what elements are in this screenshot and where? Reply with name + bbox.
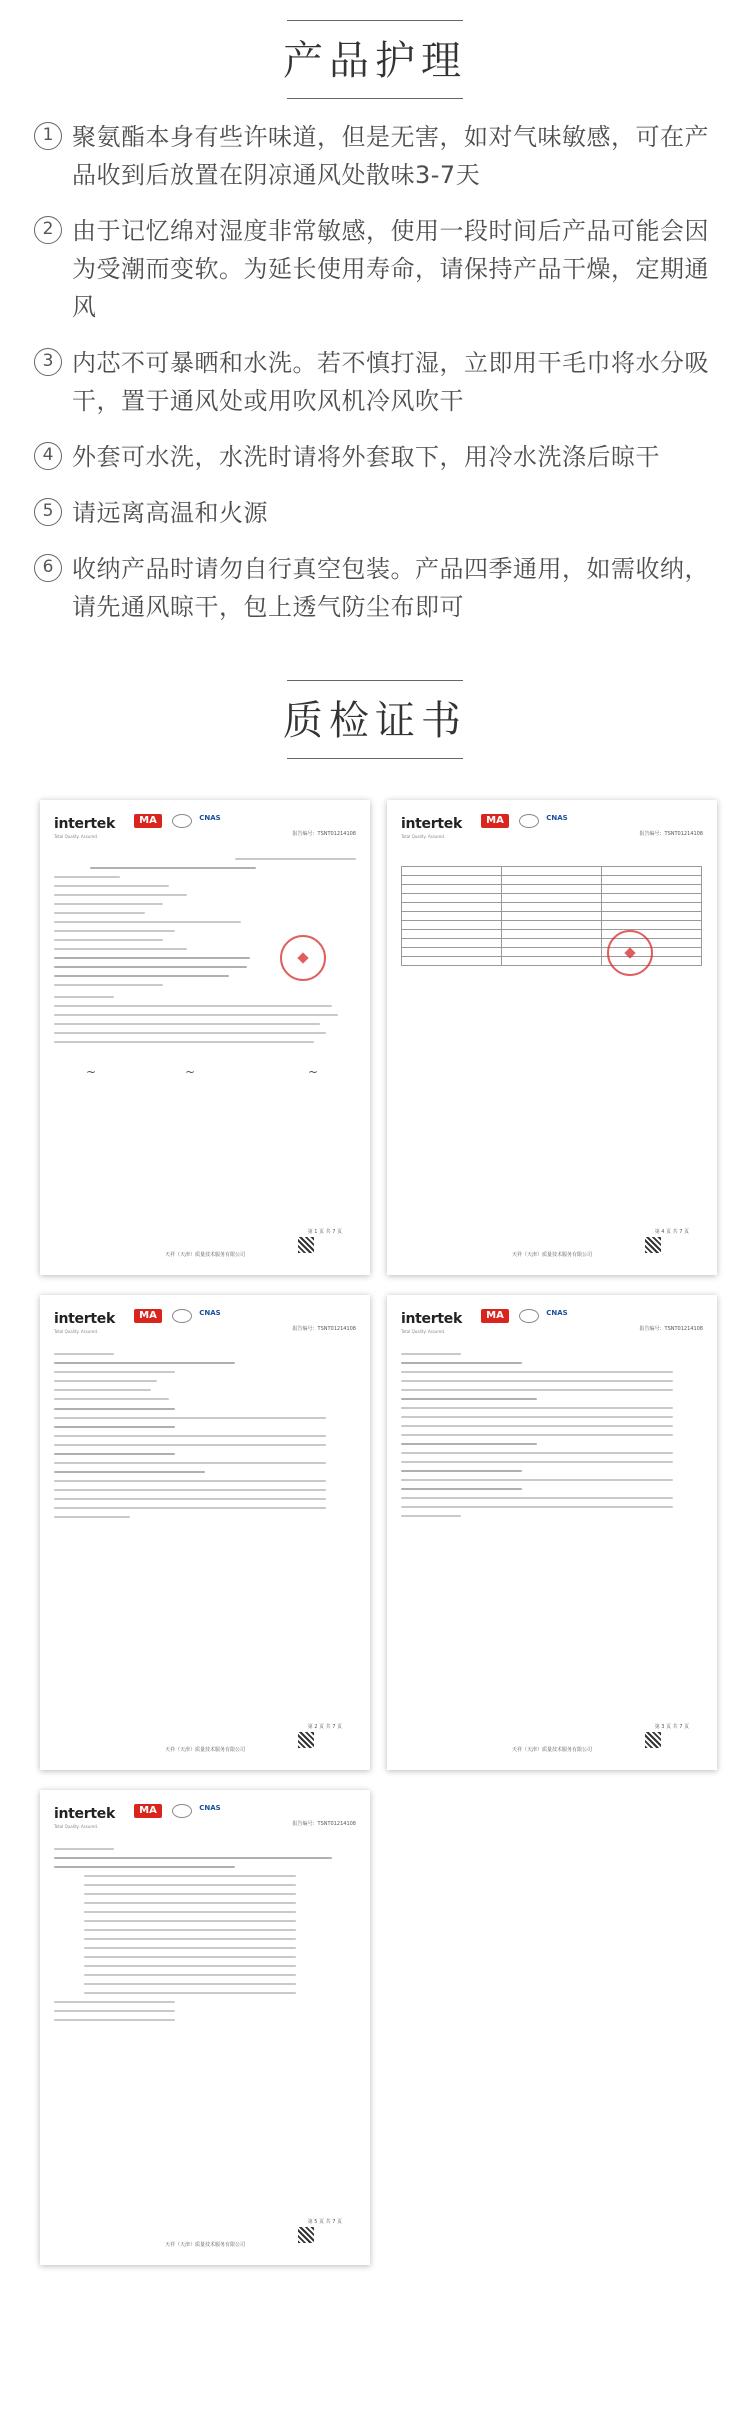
- certificate-header: [54, 814, 356, 848]
- certificate-header: [54, 1804, 356, 1838]
- report-body-lines: [54, 1353, 356, 1525]
- intertek-tagline: Total Quality. Assured.: [54, 1329, 99, 1334]
- results-table: [401, 866, 702, 966]
- certificate-page: [40, 800, 370, 1275]
- certificate-footer: 天祥（天津）质量技术服务有限公司: [511, 1747, 592, 1753]
- certificate-footer: 天祥（天津）质量技术服务有限公司: [164, 1747, 245, 1753]
- ma-mark-icon: MA: [134, 814, 162, 828]
- page-number: 第 2 页 共 7 页: [307, 1724, 342, 1730]
- signature: ~: [308, 1065, 319, 1079]
- report-number: 报告编号：TSNT01214108: [292, 1821, 356, 1827]
- care-title-text: 产品护理: [283, 38, 467, 84]
- ilac-mra-icon: [172, 1309, 192, 1323]
- intertek-logo: intertek: [401, 816, 462, 832]
- signature: ~: [185, 1065, 196, 1079]
- care-section-title: [0, 20, 750, 99]
- cnas-logo: CNAS: [199, 1804, 221, 1812]
- ilac-mra-icon: [172, 814, 192, 828]
- care-item-number: 3: [34, 348, 62, 376]
- care-instructions-list: [34, 118, 724, 644]
- page-number: 第 4 页 共 7 页: [654, 1229, 689, 1235]
- official-seal-stamp: [280, 935, 326, 981]
- ma-mark-icon: MA: [481, 814, 509, 828]
- intertek-tagline: Total Quality. Assured.: [401, 1329, 446, 1334]
- title-rule-bottom: [287, 98, 463, 99]
- certificate-section-title: [0, 680, 750, 759]
- certificate-title-text: 质检证书: [283, 698, 467, 744]
- ma-mark-icon: MA: [134, 1309, 162, 1323]
- care-item: [34, 438, 724, 476]
- report-body-lines: [54, 1848, 356, 2028]
- title-rule-bottom: [287, 758, 463, 759]
- intertek-tagline: Total Quality. Assured.: [54, 834, 99, 839]
- intertek-tagline: Total Quality. Assured.: [401, 834, 446, 839]
- ilac-mra-icon: [172, 1804, 192, 1818]
- certificate-page: [387, 1295, 717, 1770]
- intertek-tagline: Total Quality. Assured.: [54, 1824, 99, 1829]
- intertek-logo: intertek: [54, 1806, 115, 1822]
- care-item-number: 5: [34, 498, 62, 526]
- cnas-logo: CNAS: [546, 814, 568, 822]
- cnas-logo: CNAS: [199, 814, 221, 822]
- care-item: [34, 494, 724, 532]
- cnas-logo: CNAS: [199, 1309, 221, 1317]
- signature: ~: [86, 1065, 97, 1079]
- care-item-text: 请远离高温和火源: [72, 499, 268, 527]
- certificate-page: [40, 1790, 370, 2265]
- intertek-logo: intertek: [401, 1311, 462, 1327]
- report-number: 报告编号：TSNT01214108: [639, 1326, 703, 1332]
- page-number: 第 1 页 共 7 页: [307, 1229, 342, 1235]
- ilac-mra-icon: [519, 1309, 539, 1323]
- care-item-number: 4: [34, 442, 62, 470]
- page-number: 第 5 页 共 7 页: [307, 2219, 342, 2225]
- ma-mark-icon: MA: [481, 1309, 509, 1323]
- care-item-number: 2: [34, 216, 62, 244]
- report-number: 报告编号：TSNT01214108: [292, 831, 356, 837]
- certificate-footer: 天祥（天津）质量技术服务有限公司: [164, 1252, 245, 1258]
- care-item-number: 1: [34, 122, 62, 150]
- care-item: [34, 212, 724, 326]
- official-seal-stamp: [607, 930, 653, 976]
- certificate-page: [40, 1295, 370, 1770]
- report-number: 报告编号：TSNT01214108: [292, 1326, 356, 1332]
- certificate-header: [54, 1309, 356, 1343]
- certificate-footer: 天祥（天津）质量技术服务有限公司: [164, 2242, 245, 2248]
- ilac-mra-icon: [519, 814, 539, 828]
- report-body-lines: [401, 1353, 703, 1524]
- report-number: 报告编号：TSNT01214108: [639, 831, 703, 837]
- care-item-text: 外套可水洗，水洗时请将外套取下，用冷水洗涤后晾干: [72, 443, 660, 471]
- certificate-page: [387, 800, 717, 1275]
- care-item: [34, 344, 724, 420]
- ma-mark-icon: MA: [134, 1804, 162, 1818]
- care-item-text: 由于记忆绵对湿度非常敏感，使用一段时间后产品可能会因为受潮而变软。为延长使用寿命，请保持产品干燥，定期通风: [72, 217, 709, 321]
- certificate-footer: 天祥（天津）质量技术服务有限公司: [511, 1252, 592, 1258]
- care-item-text: 聚氨酯本身有些许味道，但是无害，如对气味敏感，可在产品收到后放置在阴凉通风处散味3-7天: [72, 123, 709, 189]
- care-item-text: 内芯不可暴晒和水洗。若不慎打湿，立即用干毛巾将水分吸干，置于通风处或用吹风机冷风吹干: [72, 349, 709, 415]
- intertek-logo: intertek: [54, 816, 115, 832]
- certificate-header: [401, 814, 703, 848]
- care-item: [34, 550, 724, 626]
- care-item: [34, 118, 724, 194]
- page-number: 第 3 页 共 7 页: [654, 1724, 689, 1730]
- care-item-number: 6: [34, 554, 62, 582]
- cnas-logo: CNAS: [546, 1309, 568, 1317]
- certificate-header: [401, 1309, 703, 1343]
- intertek-logo: intertek: [54, 1311, 115, 1327]
- care-item-text: 收纳产品时请勿自行真空包装。产品四季通用，如需收纳，请先通风晾干，包上透气防尘布即可: [72, 555, 709, 621]
